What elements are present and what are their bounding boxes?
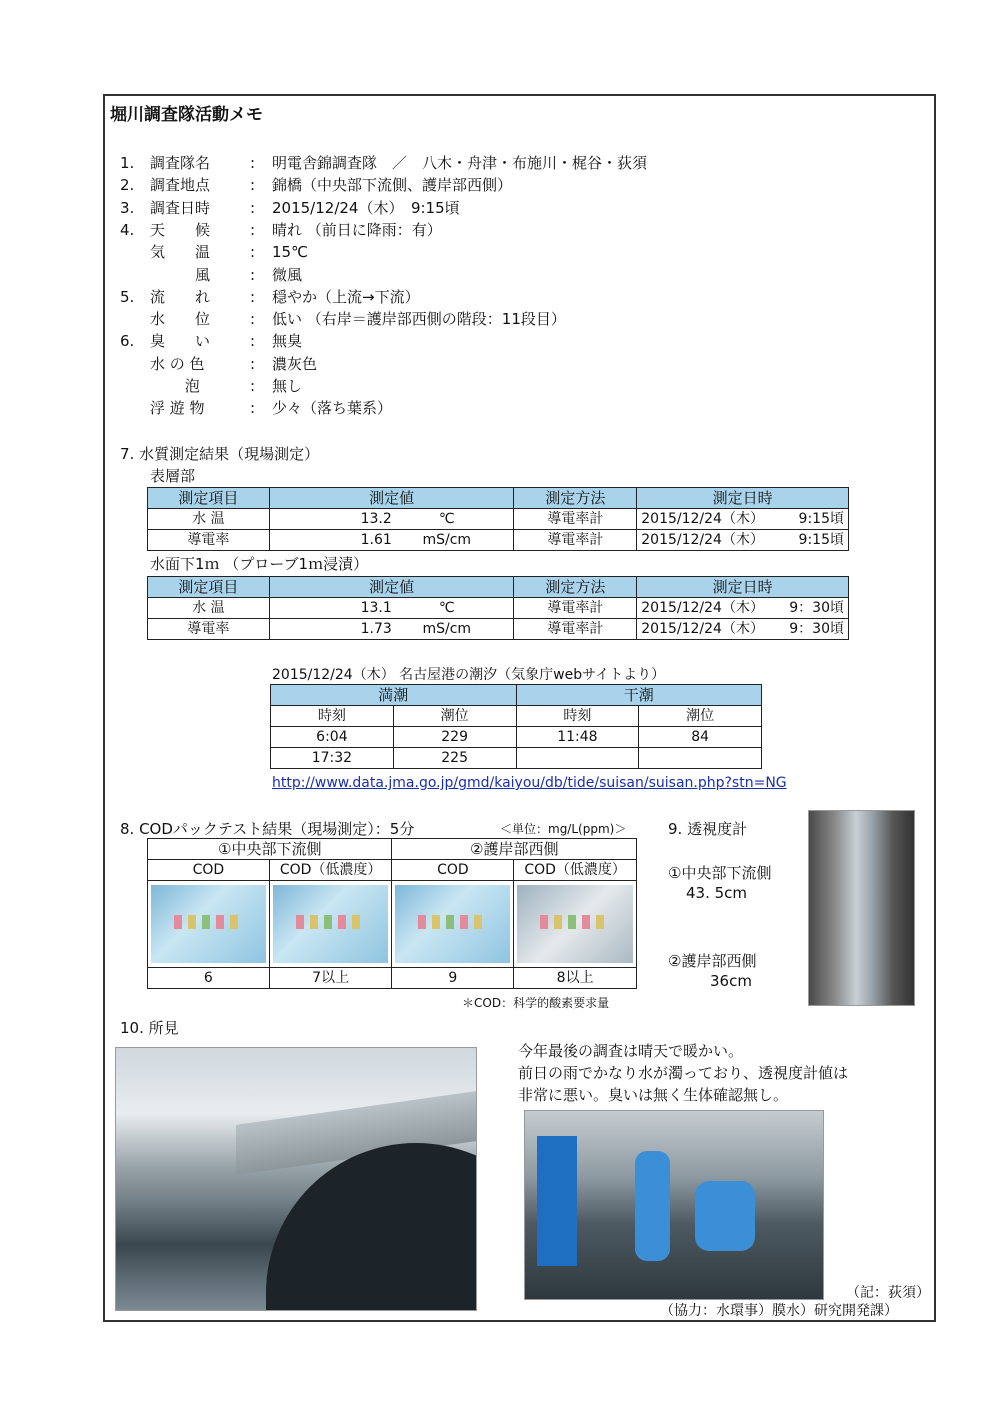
table-row (271, 748, 762, 769)
info-value: 明電舎錦調査隊 ／ 八木・舟津・布施川・梶谷・荻須 (272, 154, 648, 172)
value-unit: mS/cm (422, 532, 472, 548)
cod-note: ＊COD：科学的酸素要求量 (462, 996, 610, 1010)
cod-test-photo (151, 885, 266, 963)
transparency-tube-photo (808, 810, 915, 1006)
info-colon: : (250, 354, 256, 373)
value-unit: mS/cm (422, 621, 472, 637)
transparency-site2: ②護岸部西側 (668, 952, 757, 970)
header-item: 測定項目 (148, 488, 270, 509)
table-row (271, 727, 762, 748)
item-cell: 導電率 (148, 530, 270, 551)
header-item: 測定項目 (148, 577, 270, 598)
info-value: 錦橋（中央部下流側、護岸部西側） (272, 176, 513, 195)
info-value: 無臭 (272, 332, 303, 351)
depth-label: 水面下1ｍ （プローブ1ｍ浸漬） (150, 555, 369, 573)
surface-table (147, 487, 849, 551)
info-value: 15℃ (272, 243, 308, 262)
section9-heading: 9. 透視度計 (668, 820, 748, 838)
value-number: 1.73 (360, 621, 392, 637)
info-colon: : (250, 243, 256, 262)
info-value: 少々（落ち葉系） (272, 399, 393, 418)
info-colon: : (250, 287, 256, 306)
info-value: 無し (272, 377, 303, 395)
table-row (148, 530, 849, 551)
info-colon: : (250, 176, 256, 195)
info-value: 濃灰色 (272, 354, 318, 373)
header-date: 測定日時 (637, 577, 849, 598)
info-value: 低い （右岸＝護岸部西側の階段：11段目） (272, 310, 566, 329)
info-num: 1. (120, 154, 135, 172)
info-value: 晴れ （前日に降雨：有） (272, 220, 442, 239)
value-cell (269, 598, 514, 619)
method-cell: 導電率計 (514, 509, 637, 530)
survey-team-photo (524, 1110, 824, 1300)
info-colon: : (250, 198, 256, 217)
value-cell (269, 530, 514, 551)
cod-value: 8以上 (514, 968, 637, 989)
table-row (148, 509, 849, 530)
findings-line: 前日の雨でかなり水が濁っており、透視度計値は (518, 1064, 849, 1082)
tide-caption: 2015/12/24（木） 名古屋港の潮汐（気象庁webサイトより） (272, 667, 666, 683)
level-header: 潮位 (393, 706, 516, 727)
cod-value: 7以上 (269, 968, 392, 989)
findings-text (518, 1040, 848, 1106)
info-num: 3. (120, 198, 135, 217)
header-value: 測定値 (269, 577, 514, 598)
date-text: 2015/12/24（木） (641, 621, 764, 637)
method-cell: 導電率計 (514, 598, 637, 619)
info-value: 微風 (272, 265, 303, 284)
time-text: 9：30頃 (789, 600, 844, 616)
value-number: 13.1 (360, 600, 392, 616)
low-time: 11:48 (516, 727, 639, 748)
info-label: 水 の 色 (150, 354, 205, 373)
time-text: 9:15頃 (798, 511, 844, 527)
group2-header: ②護岸部西側 (392, 839, 637, 860)
date-text: 2015/12/24（木） (641, 511, 764, 527)
item-cell: 導電率 (148, 619, 270, 640)
high-time: 6:04 (271, 727, 394, 748)
info-label: 水 位 (150, 310, 211, 329)
value-cell (269, 509, 514, 530)
date-cell (637, 598, 849, 619)
tide-table (270, 684, 762, 769)
value-cell (269, 619, 514, 640)
findings-line: 今年最後の調査は晴天で暖かい。 (518, 1042, 744, 1060)
low-tide-header: 干潮 (516, 685, 762, 706)
time-text: 9：30頃 (789, 621, 844, 637)
date-cell (637, 619, 849, 640)
value-unit: ℃ (438, 511, 455, 527)
cod-low-col-header: COD（低濃度） (514, 860, 637, 881)
method-cell: 導電率計 (514, 619, 637, 640)
level-header: 潮位 (639, 706, 762, 727)
value-number: 13.2 (360, 511, 392, 527)
table-row (148, 619, 849, 640)
info-num: 4. (120, 220, 135, 239)
info-label: 調査日時 (150, 198, 211, 217)
author-credit: （記：荻須） (846, 1285, 930, 1301)
item-cell: 水 温 (148, 598, 270, 619)
info-label: 調査隊名 (150, 154, 211, 172)
info-label: 調査地点 (150, 176, 211, 195)
info-value: 2015/12/24（木） 9:15頃 (272, 198, 460, 217)
info-label: 天 候 (150, 220, 211, 239)
header-date: 測定日時 (637, 488, 849, 509)
date-text: 2015/12/24（木） (641, 532, 764, 548)
cod-test-photo (395, 885, 510, 963)
method-cell: 導電率計 (514, 530, 637, 551)
cod-unit: ＜単位：mg/L(ppm)＞ (500, 822, 627, 836)
info-value: 穏やか（上流→下流） (272, 287, 420, 306)
info-label: 浮 遊 物 (150, 399, 205, 418)
header-method: 測定方法 (514, 577, 637, 598)
low-level (639, 748, 762, 769)
info-colon: : (250, 220, 256, 239)
surface-label: 表層部 (150, 467, 196, 485)
info-colon: : (250, 399, 256, 418)
info-colon: : (250, 265, 256, 284)
cod-value: 9 (392, 968, 514, 989)
group1-header: ①中央部下流側 (148, 839, 392, 860)
value-number: 1.61 (360, 532, 392, 548)
cod-low-col-header: COD（低濃度） (269, 860, 392, 881)
cod-test-photo (517, 885, 633, 963)
info-colon: : (250, 154, 256, 172)
bridge-photo (115, 1047, 477, 1311)
page-title: 堀川調査隊活動メモ (110, 105, 263, 125)
date-cell (637, 509, 849, 530)
info-label: 風 (150, 265, 211, 284)
cod-test-photo (273, 885, 389, 963)
cod-value: 6 (148, 968, 270, 989)
item-cell: 水 温 (148, 509, 270, 530)
info-label: 気 温 (150, 243, 211, 262)
transparency-site1: ①中央部下流側 (668, 864, 772, 882)
header-method: 測定方法 (514, 488, 637, 509)
time-header: 時刻 (271, 706, 394, 727)
time-text: 9:15頃 (798, 532, 844, 548)
cooperation-credit: （協力：水環事）膜水）研究開発課） (660, 1303, 898, 1319)
info-colon: : (250, 310, 256, 329)
info-label: 臭 い (150, 332, 211, 351)
header-value: 測定値 (269, 488, 514, 509)
section7-heading: 7. 水質測定結果（現場測定） (120, 445, 320, 463)
high-tide-header: 満潮 (271, 685, 517, 706)
findings-line: 非常に悪い。臭いは無く生体確認無し。 (518, 1086, 789, 1104)
cod-col-header: COD (148, 860, 270, 881)
info-label: 泡 (150, 377, 200, 395)
time-header: 時刻 (516, 706, 639, 727)
date-text: 2015/12/24（木） (641, 600, 764, 616)
info-label: 流 れ (150, 287, 211, 306)
cod-photo-cell (148, 881, 270, 968)
info-colon: : (250, 332, 256, 351)
transparency-value1: 43. 5cm (686, 884, 748, 902)
low-level: 84 (639, 727, 762, 748)
cod-photo-cell (514, 881, 637, 968)
high-time: 17:32 (271, 748, 394, 769)
info-num: 2. (120, 176, 135, 195)
low-time (516, 748, 639, 769)
date-cell (637, 530, 849, 551)
cod-photo-cell (269, 881, 392, 968)
transparency-value2: 36cm (710, 972, 752, 990)
value-unit: ℃ (438, 600, 455, 616)
high-level: 229 (393, 727, 516, 748)
info-num: 5. (120, 287, 135, 306)
info-colon: : (250, 377, 256, 395)
section10-heading: 10. 所見 (120, 1019, 179, 1037)
cod-photo-cell (392, 881, 514, 968)
info-num: 6. (120, 332, 135, 351)
cod-table (147, 838, 637, 989)
section8-heading: 8. CODパックテスト結果（現場測定）：5分 (120, 820, 415, 838)
table-row (148, 598, 849, 619)
high-level: 225 (393, 748, 516, 769)
depth-table (147, 576, 849, 640)
cod-col-header: COD (392, 860, 514, 881)
jma-tide-link[interactable]: http://www.data.jma.go.jp/gmd/kaiyou/db/tide/suisan/suisan.php?stn=NG (272, 775, 787, 791)
